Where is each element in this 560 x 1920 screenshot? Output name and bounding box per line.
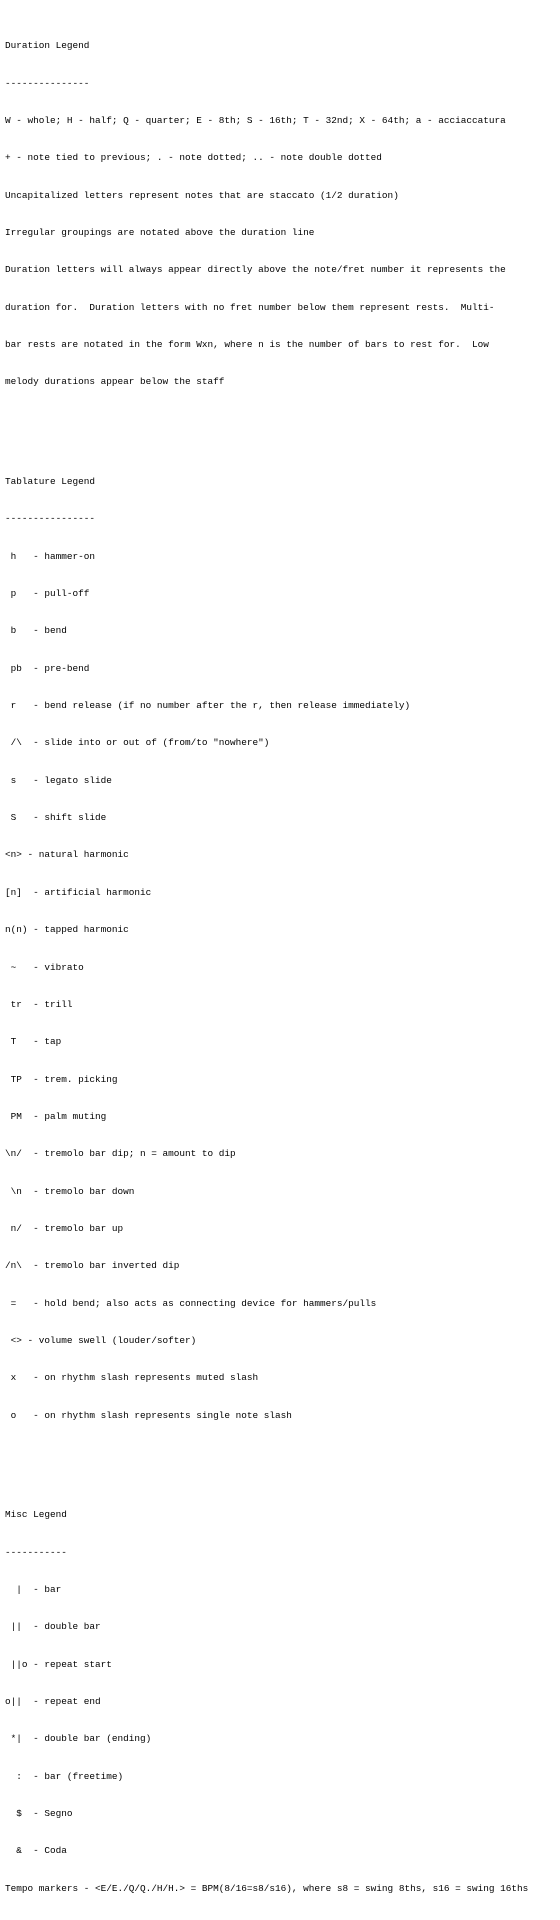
misc-legend-item: ||o - repeat start (5, 1658, 112, 1670)
tablature-legend-item: h - hammer-on (5, 550, 96, 562)
tablature-legend-item: n/ - tremolo bar up (5, 1222, 124, 1234)
duration-legend-line: duration for. Duration letters with no fret number below them represent rests. Multi- (5, 301, 495, 313)
tablature-legend-item: <n> - natural harmonic (5, 849, 129, 861)
tablature-legend-item: b - bend (5, 625, 67, 637)
tablature-legend-item: [n] - artificial harmonic (5, 886, 152, 898)
duration-legend-underline: --------------- (5, 77, 90, 89)
section-spacer (5, 426, 560, 438)
tablature-legend-item: pb - pre-bend (5, 662, 90, 674)
tablature-legend-item: o - on rhythm slash represents single note slash (5, 1409, 292, 1421)
tablature-legend-item: ~ - vibrato (5, 961, 84, 973)
misc-legend-underline: ----------- (5, 1546, 67, 1558)
misc-legend-item: | - bar (5, 1583, 62, 1595)
misc-legend-item: *| - double bar (ending) (5, 1733, 152, 1745)
tablature-legend-item: T - tap (5, 1036, 62, 1048)
misc-legend-item: : - bar (freetime) (5, 1770, 124, 1782)
tablature-legend-item: \n/ - tremolo bar dip; n = amount to dip (5, 1148, 236, 1160)
tablature-legend-item: TP - trem. picking (5, 1073, 118, 1085)
tempo-markers-line: Tempo markers - <E/E./Q/Q./H/H.> = BPM(8/16=s8/s16), where s8 = swing 8ths, s16 = swing 16ths (5, 1882, 529, 1894)
misc-legend-item: o|| - repeat end (5, 1695, 101, 1707)
tablature-legend-item: tr - trill (5, 998, 73, 1010)
duration-legend-line: Irregular groupings are notated above the duration line (5, 227, 315, 239)
tablature-legend-item: S - shift slide (5, 812, 107, 824)
duration-legend-title: Duration Legend (5, 40, 90, 52)
tablature-legend-item: n(n) - tapped harmonic (5, 924, 129, 936)
duration-legend-line: Duration letters will always appear directly above the note/fret number it represents the (5, 264, 506, 276)
duration-legend-line: W - whole; H - half; Q - quarter; E - 8th; S - 16th; T - 32nd; X - 64th; a - acciaccatura (5, 115, 506, 127)
tablature-legend-item: \n - tremolo bar down (5, 1185, 135, 1197)
tablature-legend-item: = - hold bend; also acts as connecting device for hammers/pulls (5, 1297, 377, 1309)
tablature-legend-item: x - on rhythm slash represents muted slash (5, 1372, 259, 1384)
tablature-legend-underline: ---------------- (5, 513, 96, 525)
duration-legend-line: bar rests are notated in the form Wxn, where n is the number of bars to rest for. Low (5, 339, 489, 351)
misc-legend-item: || - double bar (5, 1621, 101, 1633)
tablature-legend-item: p - pull-off (5, 588, 90, 600)
misc-legend-item: $ - Segno (5, 1807, 73, 1819)
tablature-legend-item: s - legato slide (5, 774, 112, 786)
tablature-legend-item: /n\ - tremolo bar inverted dip (5, 1260, 180, 1272)
duration-legend-line: melody durations appear below the staff (5, 376, 225, 388)
duration-legend-line: + - note tied to previous; . - note dotted; .. - note double dotted (5, 152, 382, 164)
tablature-legend-item: /\ - slide into or out of (from/to "nowhere") (5, 737, 270, 749)
section-spacer (5, 1459, 560, 1471)
tablature-legend-item: PM - palm muting (5, 1110, 107, 1122)
tablature-legend-title: Tablature Legend (5, 476, 96, 488)
duration-legend-line: Uncapitalized letters represent notes that are staccato (1/2 duration) (5, 189, 399, 201)
misc-legend-item: & - Coda (5, 1845, 67, 1857)
misc-legend-title: Misc Legend (5, 1509, 67, 1521)
tablature-legend-item: <> - volume swell (louder/softer) (5, 1334, 197, 1346)
tablature-legend-item: r - bend release (if no number after the r, then release immediately) (5, 700, 411, 712)
